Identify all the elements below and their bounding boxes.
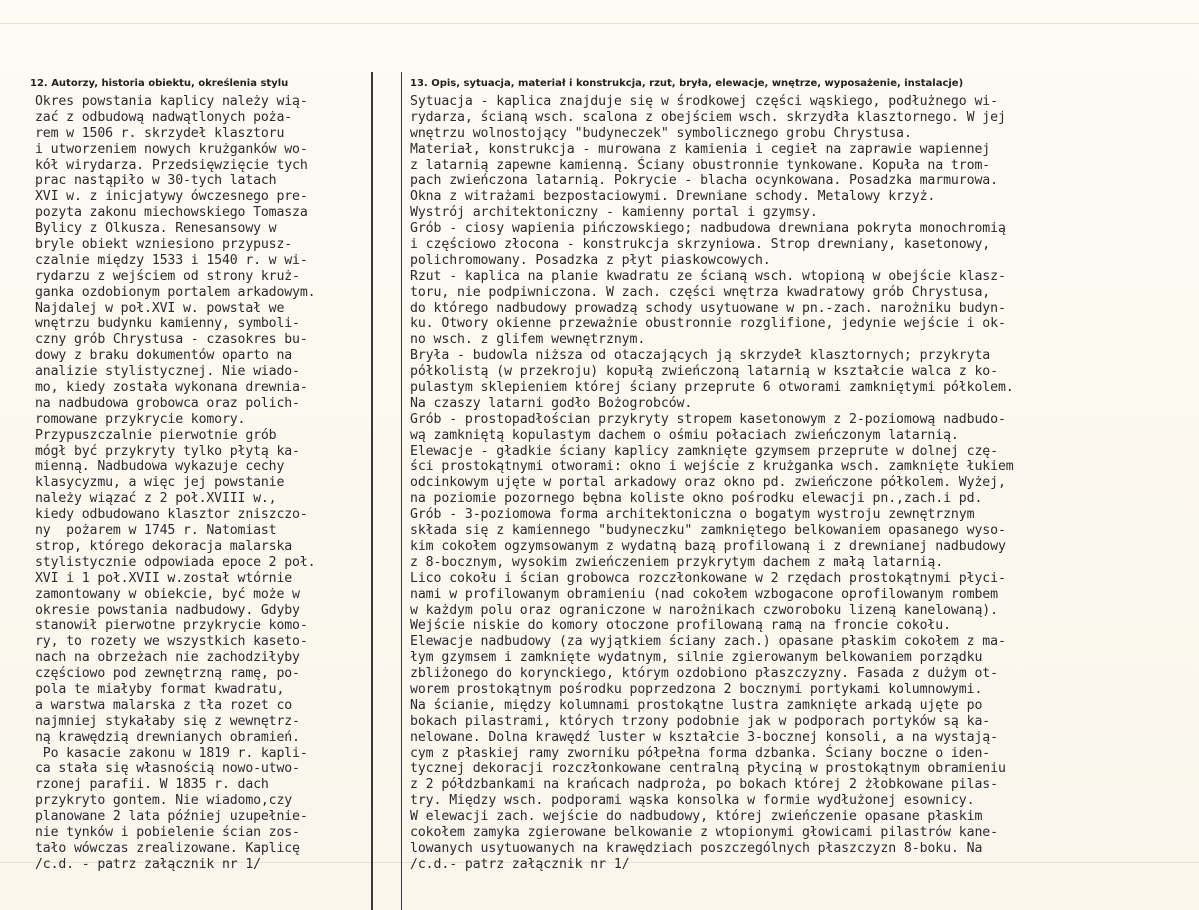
history-text-line: XVI i 1 poł.XVII w.został wtórnie	[35, 570, 293, 586]
description-text-line: składa się z kamiennego "budyneczku" zamkniętego belkowaniem opasanego wyso-	[410, 523, 1006, 539]
description-text-line: z latarnią zapewne kamienną. Ściany obustronnie tynkowane. Kopuła na trom-	[410, 157, 991, 173]
history-text-line: ry, to rozety we wszystkich kaseto-	[35, 634, 308, 650]
history-text-line: /c.d. - patrz załącznik nr 1/	[35, 856, 261, 872]
history-text-line: a warstwa malarska z tła rozet co	[35, 697, 293, 713]
description-text-line: no wsch. z glifem wewnętrznym.	[410, 332, 646, 348]
history-text-line: ca stała się własnością nowo-utwo-	[35, 761, 300, 777]
description-text-line: z 8-bocznym, wysokim zwieńczeniem przykrytym dachem z małą latarnią.	[410, 554, 944, 570]
history-text-line: kół wirydarza. Przedsięwzięcie tych	[35, 157, 308, 173]
history-text-line: czalnie między 1533 i 1540 r. w wi-	[35, 252, 308, 268]
history-text-line: ganka ozdobionym portalem arkadowym.	[35, 284, 316, 300]
description-text-line: łym gzymsem i zamknięte wydatnym, silnie zgierowanym belkowaniem porządku	[410, 650, 983, 666]
history-text-line: najmniej stykałaby się z wewnętrz-	[35, 713, 300, 729]
description-text-line: pach zwieńczona latarnią. Pokrycie - blacha ocynkowana. Posadzka marmurowa.	[410, 173, 998, 189]
history-text-line: rydarzu z wejściem od strony kruż-	[35, 268, 300, 284]
history-text-line: częściowo pod zewnętrzną ramę, po-	[35, 666, 300, 682]
history-text-line: nie tynków i pobielenie ścian zos-	[35, 824, 300, 840]
history-text-line: rzonej parafii. W 1835 r. dach	[35, 777, 269, 793]
history-text-line: okresie powstania nadbudowy. Gdyby	[35, 602, 300, 618]
history-text-line: prac nastąpiło w 30-tych latach	[35, 173, 277, 189]
history-text-line: XVI w. z inicjatywy ówczesnego pre-	[35, 189, 308, 205]
history-text-line: kiedy odbudowano klasztor zniszczo-	[35, 507, 308, 523]
section-13-header: 13. Opis, sytuacja, materiał i konstrukcja, rzut, bryła, elewacje, wnętrze, wyposażenie, instalacje)	[410, 78, 964, 89]
history-text-line: przykryto gontem. Nie wiadomo,czy	[35, 793, 293, 809]
description-text-line: Okna z witrażami bezpostaciowymi. Drewniane schody. Metalowy krzyż.	[410, 189, 936, 205]
history-text-line: stanowił pierwotne przykrycie komo-	[35, 618, 308, 634]
description-text-line: zbliżonego do korynckiego, którym ozdobiono płaszczyzny. Fasada z dużym ot-	[410, 666, 998, 682]
description-text-line: cokołem zamyka zgierowane belkowanie z wtopionymi głowicami pilastrów kane-	[410, 824, 998, 840]
description-text-line: worem prostokątnym pośrodku poprzedzona 2 bocznymi portykami kolumnowymi.	[410, 681, 983, 697]
column-divider-right	[401, 72, 402, 910]
description-text-line: lowanych usytuowanych na krawędziach poszczególnych płaszczyzn 8-boku. Na	[410, 840, 983, 856]
history-text-line: zać z odbudową nadwątlonych poża-	[35, 109, 293, 125]
history-text-line: mógł być przykryty tylko płytą ka-	[35, 443, 300, 459]
page-fold-line	[0, 23, 1199, 24]
description-text-column	[410, 94, 1190, 873]
description-text-line: Rzut - kaplica na planie kwadratu ze ścianą wsch. wtopioną w obejście klasz-	[410, 268, 1006, 284]
description-text-line: ści prostokątnymi otworami: okno i wejście z krużganka wsch. zamknięte łukiem	[410, 459, 1014, 475]
history-text-line: ny pożarem w 1745 r. Natomiast	[35, 523, 277, 539]
description-text-line: polichromowany. Posadzka z płyt piaskowcowych.	[410, 252, 771, 268]
history-text-line: na nadbudowa grobowca oraz polich-	[35, 395, 300, 411]
history-text-line: mo, kiedy została wykonana drewnia-	[35, 380, 308, 396]
history-text-line: mienną. Nadbudowa wykazuje cechy	[35, 459, 285, 475]
description-text-line: Grób - ciosy wapienia pińczowskiego; nadbudowa drewniana pokryta monochromią	[410, 221, 1006, 237]
history-text-line: wnętrzu budynku kamienny, symboli-	[35, 316, 300, 332]
description-text-line: pulastym sklepieniem której ściany przeprute 6 otworami zamkniętymi półkolem.	[410, 380, 1014, 396]
history-text-line: planowane 2 lata później uzupełnie-	[35, 809, 308, 825]
history-text-line: nach na obrzeżach nie zachodziłyby	[35, 650, 300, 666]
description-text-line: try. Między wsch. podporami wąska konsolka w formie wydłużonej esownicy.	[410, 793, 975, 809]
description-text-line: odcinkowym ujęte w portal arkadowy oraz okno pd. zwieńczone półkolem. Wyżej,	[410, 475, 1006, 491]
description-text-line: Na czaszy latarni godło Bożogrobców.	[410, 395, 693, 411]
history-text-line: dowy z braku dokumentów oparto na	[35, 348, 293, 364]
history-text-line: pola te miałyby format kwadratu,	[35, 681, 285, 697]
description-text-line: wą zamkniętą kopulastym dachem o ośmiu połaciach zwieńczonym latarnią.	[410, 427, 959, 443]
description-text-line: Na ścianie, między kolumnami prostokątne lustra zamknięte arkadą ujęte po	[410, 697, 983, 713]
description-text-line: bokach pilastrami, których trzony podobnie jak w podporach portyków są ka-	[410, 713, 991, 729]
description-text-line: nami w profilowanym obramieniu (nad cokołem wzbogacone oprofilowanym rombem	[410, 586, 998, 602]
description-text-line: Elewacje nadbudowy (za wyjątkiem ściany zach.) opasane płaskim cokołem z ma-	[410, 634, 1006, 650]
history-text-line: Okres powstania kaplicy należy wią-	[35, 94, 308, 109]
description-text-line: cym z płaskiej ramy zworniku półpełna forma dzbanka. Ściany boczne o iden-	[410, 745, 991, 761]
history-text-column	[35, 94, 375, 873]
history-text-line: czny grób Chrystusa - czasokres bu-	[35, 332, 308, 348]
description-text-line: kim cokołem ogzymsowanym z wydatną bazą profilowaną i z drewnianej nadbudowy	[410, 538, 1006, 554]
description-text-line: Materiał, konstrukcja - murowana z kamienia i cegieł na zaprawie wapiennej	[410, 141, 991, 157]
description-text-line: Sytuacja - kaplica znajduje się w środkowej części wąskiego, podłużnego wi-	[410, 94, 998, 109]
description-text-line: Grób - prostopadłościan przykryty stropem kasetonowym z 2-poziomową nadbudo-	[410, 411, 1006, 427]
history-text-line: należy wiązać z 2 poł.XVIII w.,	[35, 491, 277, 507]
history-text-line: strop, którego dekoracja malarska	[35, 538, 293, 554]
description-text-line: do którego nadbudowy prowadzą schody usytuowane w pn.-zach. narożniku budyn-	[410, 300, 1006, 316]
history-text-line: romowane przykrycie komory.	[35, 411, 246, 427]
history-text-line: pozyta zakonu miechowskiego Tomasza	[35, 205, 308, 221]
description-text-line: Wystrój architektoniczny - kamienny portal i gzymsy.	[410, 205, 818, 221]
description-text-line: Lico cokołu i ścian grobowca rozczłonkowane w 2 rzędach prostokątnymi płyci-	[410, 570, 1006, 586]
description-text-line: rydarza, ścianą wsch. scalona z obejściem wsch. skrzydła klasztornego. W jej	[410, 109, 1006, 125]
history-text-line: tało wówczas zrealizowane. Kaplicę	[35, 840, 300, 856]
description-text-line: w każdym polu oraz ograniczone w narożnikach czworoboku lizeną kanelowaną).	[410, 602, 998, 618]
history-text-line: analizie stylistycznej. Nie wiado-	[35, 364, 300, 380]
description-text-line: nelowane. Dolna krawędź luster w kształcie 3-bocznej konsoli, a na wystają-	[410, 729, 998, 745]
description-text-line: toru, nie podpiwniczona. W zach. części wnętrza kwadratowy grób Chrystusa,	[410, 284, 991, 300]
description-text-line: z 2 półdzbankami na krańcach nadproża, po bokach której 2 żłobkowane pilas-	[410, 777, 998, 793]
history-text-line: i utworzeniem nowych krużganków wo-	[35, 141, 308, 157]
description-text-line: tycznej dekoracji rozczłonkowane centralną płyciną w prostokątnym obramieniu	[410, 761, 1006, 777]
history-text-line: zamontowany w obiekcie, być może w	[35, 586, 300, 602]
history-text-line: Przypuszczalnie pierwotnie grób	[35, 427, 277, 443]
description-text-line: półkolistą (w przekroju) kopułą zwieńczoną latarnią w kształcie walca z ko-	[410, 364, 998, 380]
description-text-line: na poziomie pozornego bębna koliste okno pośrodku elewacji pn.,zach.i pd.	[410, 491, 983, 507]
description-text-line: Bryła - budowla niższa od otaczających ją skrzydeł klasztornych; przykryta	[410, 348, 991, 364]
description-text-line: wnętrzu wolnostojący "budyneczek" symbolicznego grobu Chrystusa.	[410, 125, 912, 141]
description-text-line: i częściowo złocona - konstrukcja skrzyniowa. Strop drewniany, kasetonowy,	[410, 237, 991, 253]
description-text-line: Wejście niskie do komory otoczone profilowaną ramą na froncie cokołu.	[410, 618, 951, 634]
history-text-line: stylistycznie odpowiada epoce 2 poł.	[35, 554, 316, 570]
description-text-line: ku. Otwory okienne przeważnie obustronnie rozglifione, jedynie wejście i ok-	[410, 316, 1006, 332]
history-text-line: bryle obiekt wzniesiono przypusz-	[35, 237, 293, 253]
description-text-line: Grób - 3-poziomowa forma architektoniczna o bogatym wystroju zewnętrznym	[410, 507, 975, 523]
history-text-line: Bylicy z Olkusza. Renesansowy w	[35, 221, 277, 237]
history-text-line: ną krawędzią drewnianych obramień.	[35, 729, 300, 745]
description-text-line: W elewacji zach. wejście do nadbudowy, której zwieńczenie opasane płaskim	[410, 809, 983, 825]
description-text-line: Elewacje - gładkie ściany kaplicy zamknięte gzymsem przeprute w dolnej czę-	[410, 443, 998, 459]
description-text-line: /c.d.- patrz załącznik nr 1/	[410, 856, 630, 872]
history-text-line: rem w 1506 r. skrzydeł klasztoru	[35, 125, 285, 141]
history-text-line: klasycyzmu, a więc jej powstanie	[35, 475, 285, 491]
history-text-line: Najdalej w poł.XVI w. powstał we	[35, 300, 285, 316]
history-text-line: Po kasacie zakonu w 1819 r. kapli-	[35, 745, 308, 761]
section-12-header: 12. Autorzy, historia obiektu, określenia stylu	[30, 78, 289, 89]
